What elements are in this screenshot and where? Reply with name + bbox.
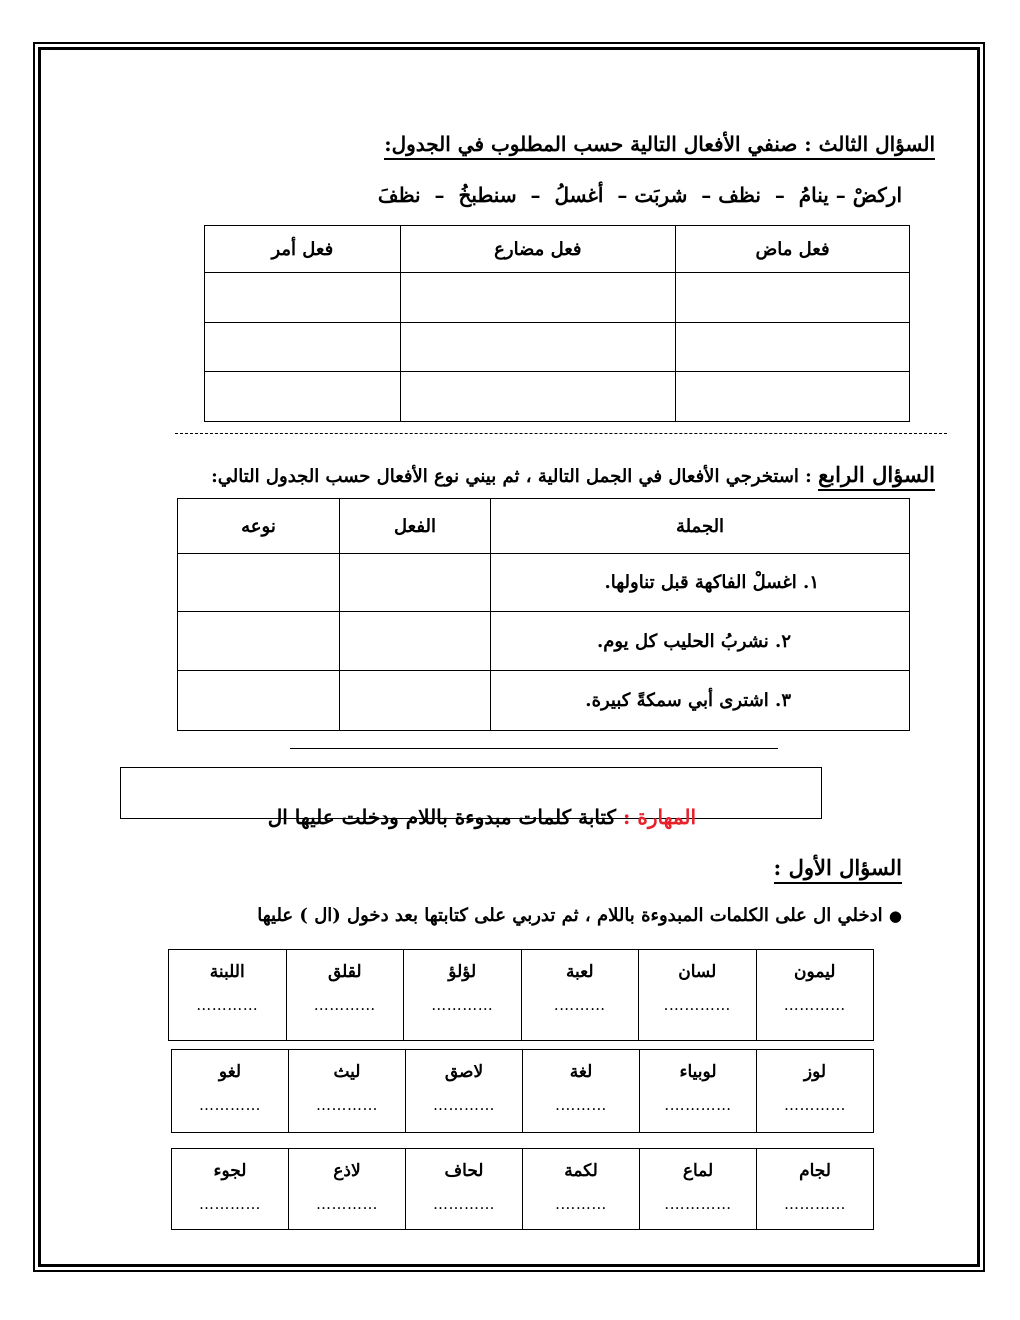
- word-cell: [404, 950, 522, 1041]
- q3-heading: [384, 132, 935, 156]
- q4-col-sentence: الجملة: [491, 499, 910, 554]
- word-table-2: [171, 1049, 874, 1133]
- dots[interactable]: ………….: [664, 1195, 732, 1213]
- dots[interactable]: …………: [783, 996, 846, 1014]
- word: لكمة: [564, 1161, 598, 1181]
- q4-sentence-3: ٣. اشترى أبي سمكةً كبيرة.: [491, 671, 910, 731]
- dots[interactable]: …………: [316, 1096, 378, 1114]
- word-cell: [169, 950, 287, 1041]
- table-row: [172, 1050, 874, 1133]
- dots[interactable]: ……….: [553, 996, 606, 1014]
- table-row: [178, 554, 910, 612]
- word-cell: [757, 1149, 874, 1230]
- answer-cell[interactable]: [178, 612, 340, 671]
- table-row: [205, 372, 910, 422]
- dots[interactable]: …………: [784, 1195, 846, 1213]
- dots[interactable]: …………: [784, 1096, 846, 1114]
- dots[interactable]: …………: [199, 1096, 261, 1114]
- word-cell: [172, 1050, 289, 1133]
- dots[interactable]: …………: [433, 1195, 495, 1213]
- table-row: [178, 612, 910, 671]
- table-row: [205, 323, 910, 372]
- q4-col-type: نوعه: [178, 499, 340, 554]
- q3-heading-text: السؤال الثالث : صنفي الأفعال التالية حسب المطلوب في الجدول:: [384, 132, 935, 160]
- answer-cell[interactable]: [340, 612, 491, 671]
- word-cell: [523, 1050, 640, 1133]
- answer-cell[interactable]: [340, 671, 491, 731]
- answer-cell[interactable]: [400, 372, 675, 422]
- word: لؤلؤ: [448, 962, 477, 982]
- q1-heading-text: السؤال الأول :: [774, 855, 903, 884]
- section-divider: [290, 748, 778, 749]
- answer-cell[interactable]: [205, 323, 401, 372]
- q4-heading: [211, 462, 935, 487]
- dots[interactable]: …………: [433, 1096, 495, 1114]
- word-cell: [406, 1149, 523, 1230]
- word-cell: [289, 1050, 406, 1133]
- word: لجام: [799, 1161, 831, 1181]
- word-table-1: [168, 949, 874, 1041]
- table-row: [172, 1149, 874, 1230]
- word-cell: [756, 950, 874, 1041]
- dots[interactable]: …………: [313, 996, 376, 1014]
- q4-heading-title: السؤال الرابع: [818, 462, 935, 491]
- dots[interactable]: …………: [431, 996, 494, 1014]
- section-divider: [175, 433, 947, 434]
- q3-table: [204, 225, 910, 422]
- dots[interactable]: ………….: [663, 996, 731, 1014]
- word: لغة: [569, 1062, 593, 1082]
- skill-label: المهارة :: [623, 805, 697, 829]
- q4-col-verb: الفعل: [340, 499, 491, 554]
- q3-col-past: فعل ماض: [676, 226, 910, 273]
- q4-table: [177, 498, 910, 731]
- q1-instruction: [257, 905, 902, 926]
- word-cell: [286, 950, 404, 1041]
- answer-cell[interactable]: [178, 554, 340, 612]
- word-cell: [172, 1149, 289, 1230]
- answer-cell[interactable]: [205, 372, 401, 422]
- dots[interactable]: ……….: [555, 1195, 607, 1213]
- word-cell: [289, 1149, 406, 1230]
- answer-cell[interactable]: [400, 273, 675, 323]
- word: اللبنة: [209, 962, 245, 982]
- table-row: [169, 950, 874, 1041]
- dots[interactable]: …………: [199, 1195, 261, 1213]
- skill-text: كتابة كلمات مبدوءة باللام ودخلت عليها ال: [267, 805, 624, 829]
- table-row: [178, 671, 910, 731]
- answer-cell[interactable]: [340, 554, 491, 612]
- q3-col-imperative: فعل أمر: [205, 226, 401, 273]
- word-cell: [406, 1050, 523, 1133]
- word: لقلق: [327, 962, 362, 982]
- dots[interactable]: ……….: [555, 1096, 607, 1114]
- q3-col-present: فعل مضارع: [400, 226, 675, 273]
- dots[interactable]: …………: [316, 1195, 378, 1213]
- q4-sentence-1: ١. اغسلْ الفاكهة قبل تناولها.: [491, 554, 910, 612]
- table-row: [205, 273, 910, 323]
- word-table-3: [171, 1148, 874, 1230]
- word: لوز: [803, 1062, 827, 1082]
- word-cell: [640, 1149, 757, 1230]
- word: لحاف: [444, 1161, 484, 1181]
- word-cell: [757, 1050, 874, 1133]
- skill-line: [268, 781, 710, 829]
- word-cell: [640, 1050, 757, 1133]
- q1-instruction-text: ادخلي ال على الكلمات المبدوءة باللام ، ثم تدربي على كتابتها بعد دخول (ال ) عليها: [257, 905, 883, 926]
- word: لماع: [682, 1161, 714, 1181]
- bullet-icon: ●: [888, 907, 902, 925]
- dots[interactable]: …………: [196, 996, 259, 1014]
- word: ليث: [333, 1062, 361, 1082]
- dots[interactable]: ………….: [664, 1096, 732, 1114]
- answer-cell[interactable]: [676, 372, 910, 422]
- word: لوبياء: [679, 1062, 717, 1082]
- word: لسان: [678, 962, 717, 982]
- word: ليمون: [794, 962, 836, 982]
- answer-cell[interactable]: [676, 273, 910, 323]
- word: لاصق: [444, 1062, 484, 1082]
- word: لغو: [218, 1062, 242, 1082]
- word: لعبة: [565, 962, 594, 982]
- word-cell: [521, 950, 639, 1041]
- answer-cell[interactable]: [676, 323, 910, 372]
- word: لجوء: [213, 1161, 247, 1181]
- word: لاذع: [333, 1161, 361, 1181]
- answer-cell[interactable]: [178, 671, 340, 731]
- answer-cell[interactable]: [205, 273, 401, 323]
- word-cell: [523, 1149, 640, 1230]
- answer-cell[interactable]: [400, 323, 675, 372]
- q3-verbs-line: اركضْ – ينامُ – نظف – شربَت – أغسلُ – سنطبخُ – نظفَ: [377, 183, 902, 207]
- q4-heading-instruction: : استخرجي الأفعال في الجمل التالية ، ثم بيني نوع الأفعال حسب الجدول التالي:: [211, 466, 819, 487]
- q1-heading: [774, 855, 903, 880]
- word-cell: [639, 950, 757, 1041]
- q4-sentence-2: ٢. نشربُ الحليب كل يوم.: [491, 612, 910, 671]
